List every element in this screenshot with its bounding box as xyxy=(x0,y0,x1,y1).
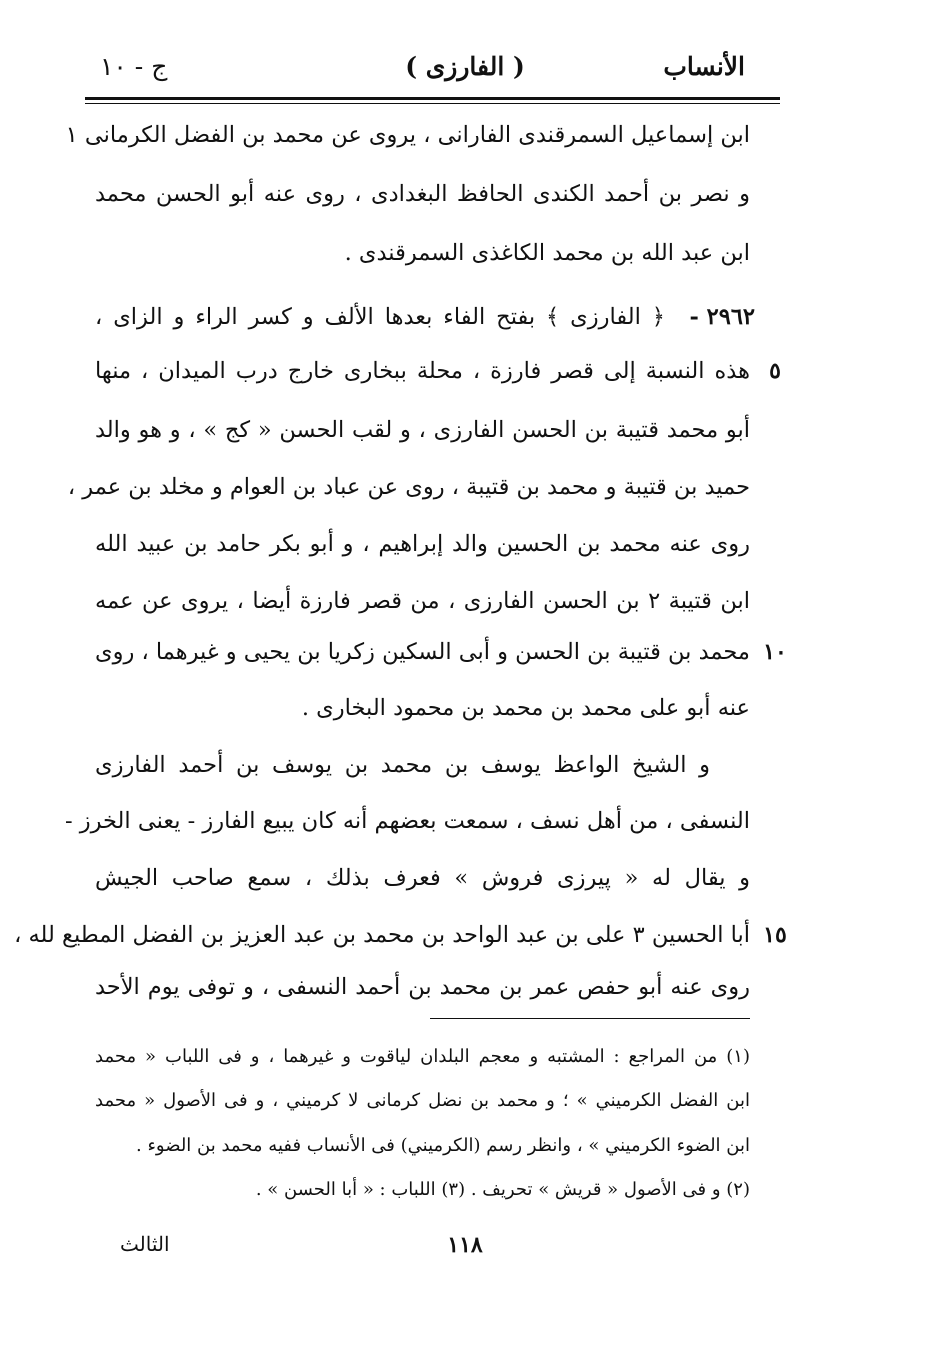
footnote-line: (٢) و فى الأصول « قريش » تحريف . (٣) اللباب : « أبا الحسن » . xyxy=(255,1179,750,1200)
line-number: ١٠ xyxy=(763,639,787,665)
text-line: و نصر بن أحمد الكندى الحافظ البغدادى ، روى عنه أبو الحسن محمد xyxy=(95,181,750,207)
section-title: ( الفارزى ) xyxy=(405,52,525,81)
line-number: ٥ xyxy=(769,358,781,384)
running-title: الأنساب xyxy=(663,52,745,81)
entry-heading-line: ﴿ الفارزى ﴾ بفتح الفاء بعدها الألف و كسر الراء و الزاى ، xyxy=(95,304,665,330)
text-line: و يقال له « پيرزى فروش » فعرف بذلك ، سمع صاحب الجيش xyxy=(95,865,750,891)
text-line: أبا الحسين ٣ على بن عبد الواحد بن محمد بن عبد العزيز بن الفضل المطيع لله ، xyxy=(14,922,750,948)
text-line: النسفى ، من أهل نسف ، سمعت بعضهم أنه كان يبيع الفارز - يعنى الخرز - xyxy=(65,808,750,834)
text-line: و الشيخ الواعظ يوسف بن محمد بن يوسف بن أحمد الفارزى xyxy=(95,752,710,778)
text-line: أبو محمد قتيبة بن الحسن الفارزى ، و لقب الحسن « كج » ، و هو والد xyxy=(95,417,750,443)
header-rule-thin xyxy=(85,103,780,104)
page-number: ١١٨ xyxy=(447,1232,483,1258)
footnote-rule xyxy=(430,1018,750,1019)
header-rule xyxy=(85,97,780,100)
text-line: حميد بن قتيبة و محمد بن قتيبة ، روى عن عباد بن العوام و مخلد بن عمر ، xyxy=(67,474,750,500)
volume-label: الثالث xyxy=(120,1232,170,1256)
entry-number: ٢٩٦٢ - xyxy=(689,304,755,330)
text-line: ابن إسماعيل السمرقندى الفارانى ، يروى عن محمد بن الفضل الكرمانى ١ xyxy=(65,122,750,148)
footnote-line: (١) من المراجع : المشتبه و معجم البلدان لياقوت و غيرهما ، و فى اللباب « محمد xyxy=(95,1046,750,1067)
footnote-line: ابن الفضل الكرميني » ؛ و محمد بن نضل كرمانى لا كرميني ، و فى الأصول « محمد xyxy=(95,1090,750,1111)
text-line: ابن عبد الله بن محمد الكاغذى السمرقندى . xyxy=(344,240,750,266)
text-line: روى عنه محمد بن الحسين والد إبراهيم ، و أبو بكر حامد بن عبيد الله xyxy=(95,531,750,557)
text-line: عنه أبو على محمد بن محمد بن محمود البخارى . xyxy=(301,695,750,721)
volume-marker: ج - ١٠ xyxy=(100,52,168,81)
line-number: ١٥ xyxy=(763,922,787,948)
text-line: روى عنه أبو حفص عمر بن محمد بن أحمد النسفى ، و توفى يوم الأحد xyxy=(95,974,750,1000)
footnote-line: ابن الضوء الكرميني » ، وانظر رسم (الكرميني) فى الأنساب ففيه محمد بن الضوء . xyxy=(136,1135,750,1156)
text-line: ابن قتيبة ٢ بن الحسن الفارزى ، من قصر فارزة أيضا ، يروى عن عمه xyxy=(95,588,750,614)
text-line: محمد بن قتيبة بن الحسن و أبى السكين زكريا بن يحيى و غيرهما ، روى xyxy=(95,639,750,665)
text-line: هذه النسبة إلى قصر فارزة ، محلة ببخارى خارج درب الميدان ، منها xyxy=(95,358,750,384)
